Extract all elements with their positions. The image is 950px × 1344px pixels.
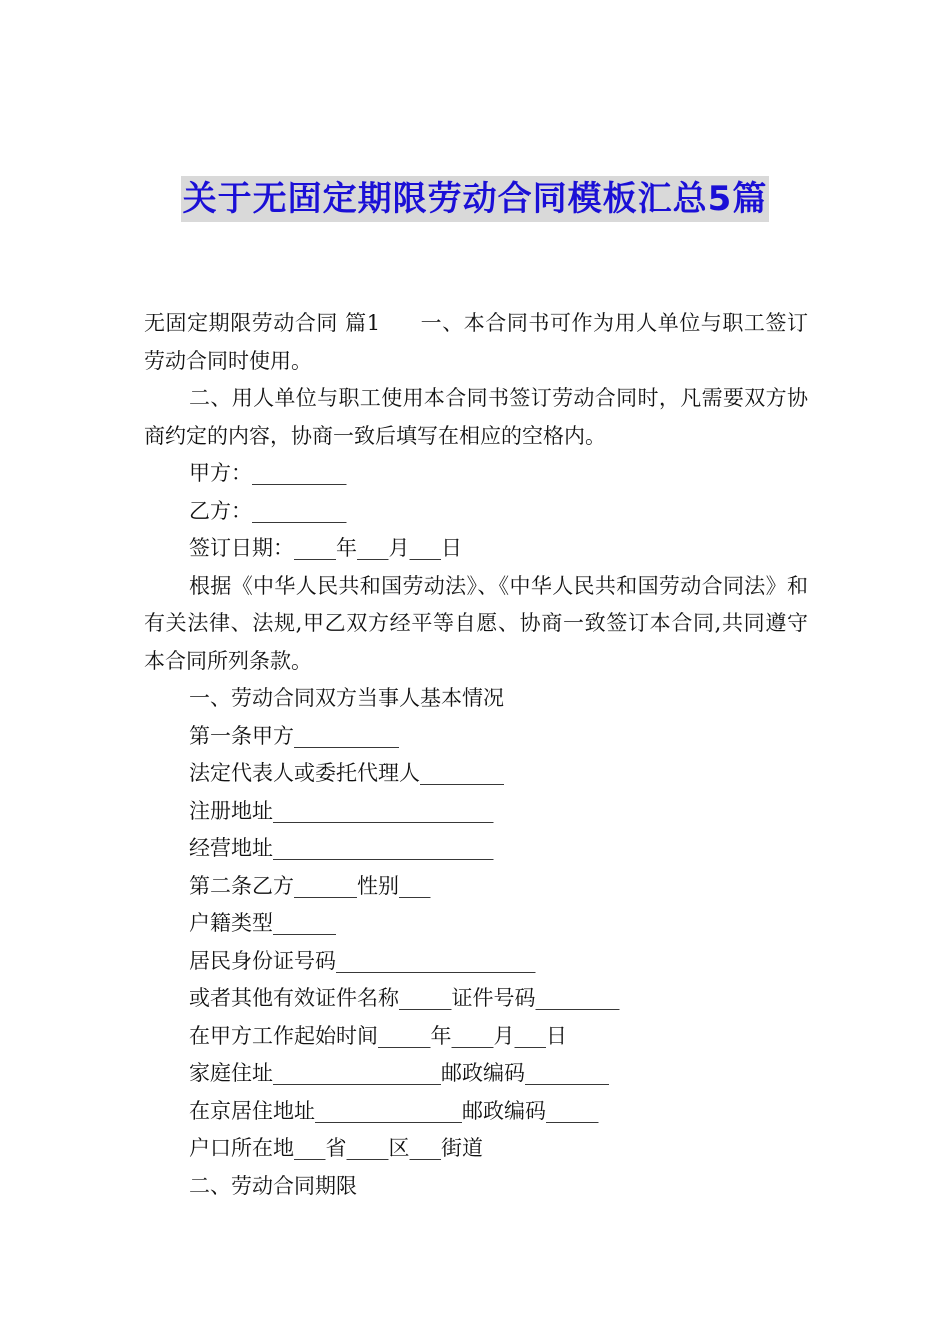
other-id-line: 或者其他有效证件名称_____证件号码________ bbox=[189, 986, 620, 1010]
article-1-line: 第一条甲方__________ bbox=[189, 723, 399, 748]
document-body bbox=[144, 305, 808, 1205]
paragraph-intro bbox=[144, 305, 808, 380]
party-a-line: 甲方：_________ bbox=[189, 461, 347, 485]
intro-text: 一、本合同书可作为用人单位与职工签订劳动合同时使用。 bbox=[144, 311, 808, 373]
section-1-heading: 一、劳动合同双方当事人基本情况 bbox=[189, 686, 504, 710]
title-container bbox=[0, 176, 950, 222]
article-2-line: 第二条乙方______性别___ bbox=[189, 873, 431, 898]
party-b-line: 乙方：_________ bbox=[189, 498, 347, 523]
legal-rep-line: 法定代表人或委托代理人________ bbox=[189, 761, 504, 785]
hukou-location-line: 户口所在地___省____区___街道 bbox=[189, 1136, 483, 1160]
hukou-type-line: 户籍类型______ bbox=[189, 911, 336, 935]
start-time-line: 在甲方工作起始时间_____年____月___日 bbox=[189, 1023, 567, 1048]
document-title: 关于无固定期限劳动合同模板汇总5篇 bbox=[181, 176, 770, 222]
registered-address-line: 注册地址_____________________ bbox=[189, 798, 494, 823]
home-address-line: 家庭住址________________邮政编码________ bbox=[189, 1061, 609, 1085]
id-number-line: 居民身份证号码___________________ bbox=[189, 948, 536, 973]
paragraph-2: 二、用人单位与职工使用本合同书签订劳动合同时，凡需要双方协商约定的内容，协商一致后填写在相应的空格内。 bbox=[144, 386, 808, 448]
section-2-heading: 二、劳动合同期限 bbox=[189, 1173, 357, 1198]
beijing-address-line: 在京居住地址______________邮政编码_____ bbox=[189, 1098, 599, 1123]
paragraph-basis: 根据《中华人民共和国劳动法》、《中华人民共和国劳动合同法》和有关法律、法规,甲乙双方经平等自愿、协商一致签订本合同,共同遵守本合同所列条款。 bbox=[144, 573, 808, 673]
sign-date-line: 签订日期：____年___月___日 bbox=[189, 536, 462, 560]
intro-heading: 无固定期限劳动合同 篇1 bbox=[144, 311, 381, 335]
business-address-line: 经营地址_____________________ bbox=[189, 836, 494, 860]
